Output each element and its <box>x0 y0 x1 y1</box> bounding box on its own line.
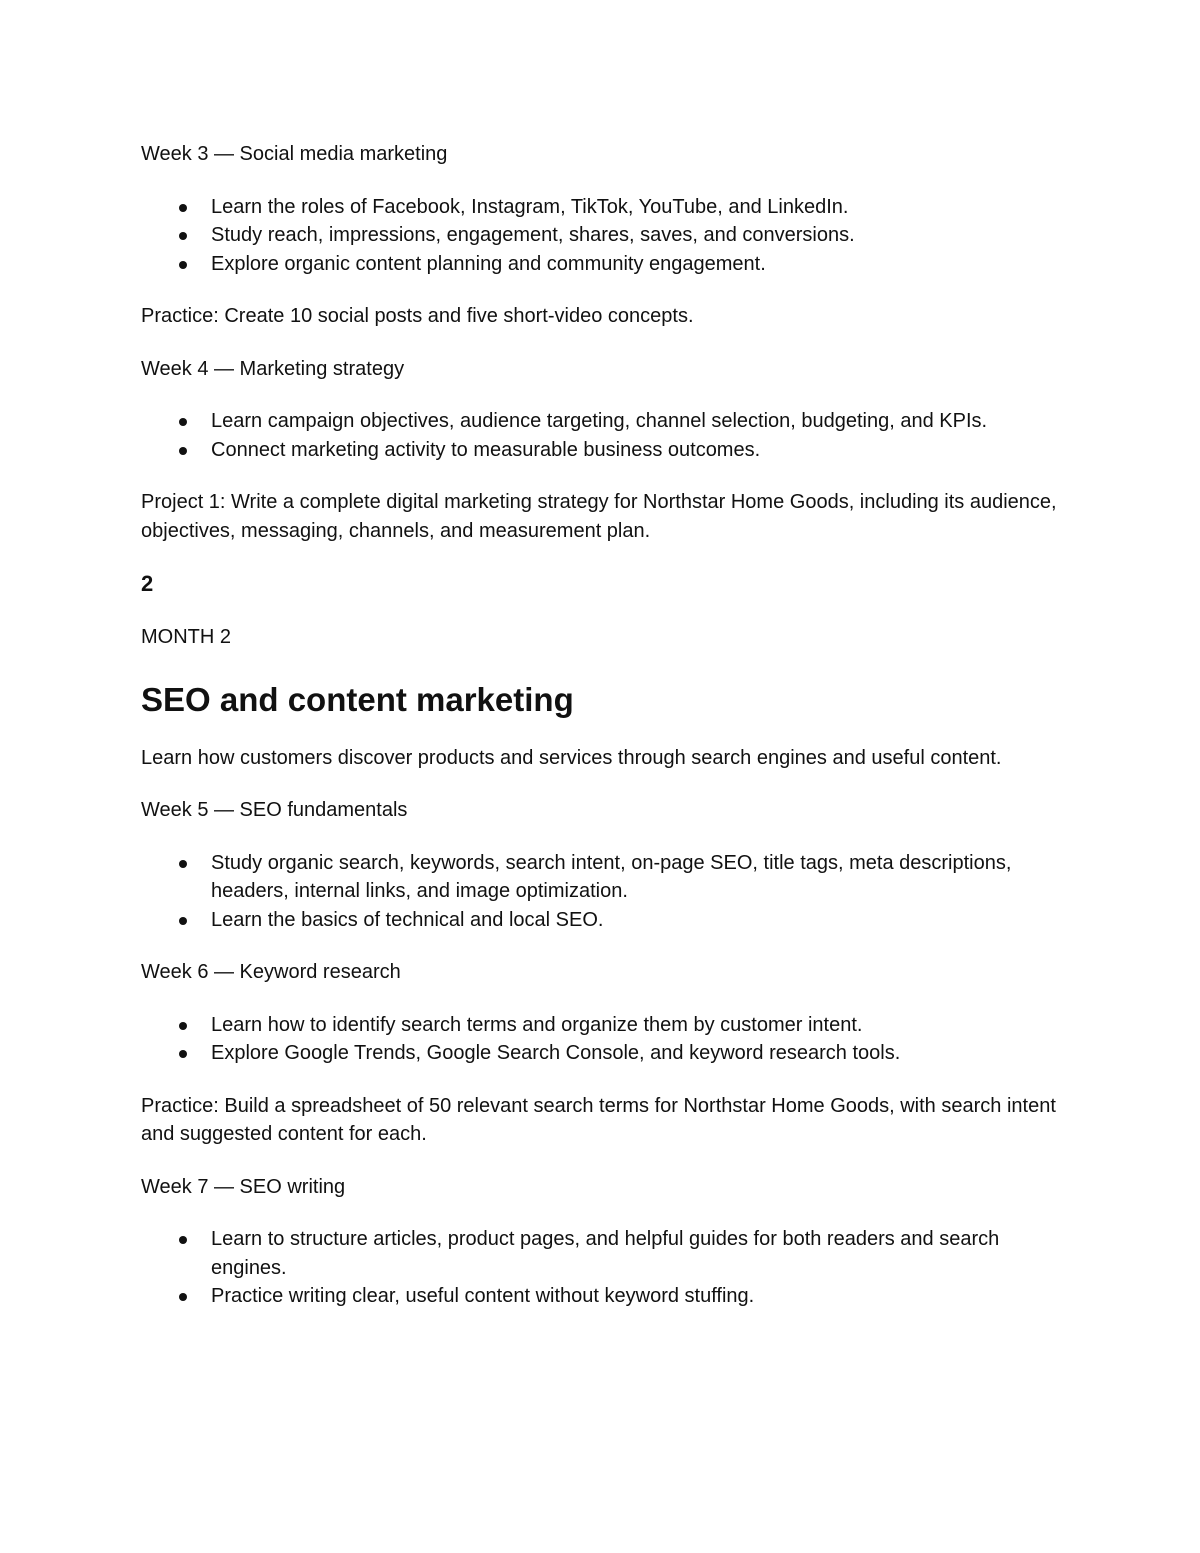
week-3-title: Week 3 — Social media marketing <box>141 143 448 165</box>
week-3-bullet-list <box>141 193 1061 279</box>
list-item: Explore Google Trends, Google Search Console, and keyword research tools. <box>141 1039 1061 1068</box>
bullet-icon <box>179 1050 187 1058</box>
list-item: Connect marketing activity to measurable business outcomes. <box>141 436 1061 465</box>
list-item: Learn how to identify search terms and organize them by customer intent. <box>141 1011 1061 1040</box>
week-6-practice: Practice: Build a spreadsheet of 50 relevant search terms for Northstar Home Goods, with search intent and suggested content for each. <box>141 1094 1056 1145</box>
bullet-icon <box>179 917 187 925</box>
month-label: MONTH 2 <box>141 626 231 648</box>
bullet-icon <box>179 447 187 455</box>
list-item: Explore organic content planning and community engagement. <box>141 250 1061 279</box>
week-7-bullet-list <box>141 1225 1061 1311</box>
week-4-bullet-list <box>141 407 1061 464</box>
bullet-icon <box>179 418 187 426</box>
month-number: 2 <box>141 571 154 596</box>
bullet-icon <box>179 232 187 240</box>
bullet-icon <box>179 1236 187 1244</box>
week-4-title: Week 4 — Marketing strategy <box>141 357 405 380</box>
bullet-icon <box>179 1293 187 1301</box>
month-heading: SEO and content marketing <box>141 680 574 718</box>
bullet-icon <box>179 261 187 269</box>
week-3-practice: Practice: Create 10 social posts and five short-video concepts. <box>141 305 694 327</box>
bullet-icon <box>179 204 187 212</box>
list-item: Study reach, impressions, engagement, shares, saves, and conversions. <box>141 221 1061 250</box>
list-item: Learn the basics of technical and local SEO. <box>141 906 1061 935</box>
month-intro: Learn how customers discover products and services through search engines and useful content. <box>141 746 1002 769</box>
list-item: Learn to structure articles, product pages, and helpful guides for both readers and search engines. <box>141 1225 1061 1282</box>
week-7-title: Week 7 — SEO writing <box>141 1175 346 1198</box>
list-item: Learn campaign objectives, audience targeting, channel selection, budgeting, and KPIs. <box>141 407 1061 436</box>
list-item: Practice writing clear, useful content without keyword stuffing. <box>141 1282 1061 1311</box>
week-6-bullet-list <box>141 1011 1061 1068</box>
project-1: Project 1: Write a complete digital marketing strategy for Northstar Home Goods, including its audience, objectives, messaging, channels, and measurement plan. <box>141 491 1057 542</box>
list-item: Study organic search, keywords, search intent, on-page SEO, title tags, meta descriptions, headers, internal links, and image optimization. <box>141 849 1061 906</box>
week-6-title: Week 6 — Keyword research <box>141 961 401 983</box>
list-item: Learn the roles of Facebook, Instagram, TikTok, YouTube, and LinkedIn. <box>141 193 1061 222</box>
week-5-bullet-list <box>141 849 1061 935</box>
bullet-icon <box>179 860 187 868</box>
bullet-icon <box>179 1022 187 1030</box>
document-page <box>141 140 1061 1335</box>
week-5-title: Week 5 — SEO fundamentals <box>141 799 408 821</box>
